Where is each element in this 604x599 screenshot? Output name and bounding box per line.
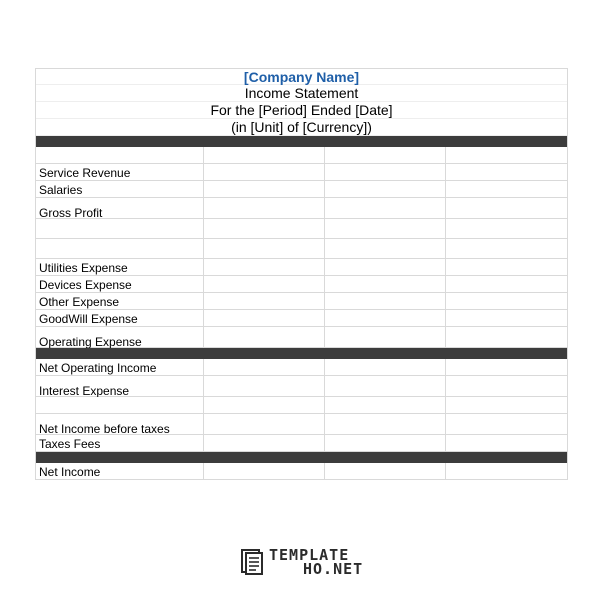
table-row (36, 435, 567, 452)
logo-text-line1: TEMPLATE (269, 546, 350, 564)
row-label: Interest Expense (36, 376, 204, 397)
table-row (36, 198, 567, 219)
divider-bar (36, 452, 567, 463)
row-label: Taxes Fees (36, 435, 204, 452)
table-row (36, 376, 567, 397)
income-statement-sheet (35, 68, 568, 480)
row-label: GoodWill Expense (36, 310, 204, 327)
templatehq-logo (241, 548, 363, 576)
table-row (36, 327, 567, 348)
table-row (36, 276, 567, 293)
table-row (36, 310, 567, 327)
table-row (36, 414, 567, 435)
row-label: Devices Expense (36, 276, 204, 293)
statement-title: Income Statement (36, 85, 567, 102)
document-icon (241, 549, 263, 575)
header-divider-bar (36, 136, 567, 147)
row-label: Other Expense (36, 293, 204, 310)
table-row (36, 397, 567, 414)
logo-text-line2: HO.NET (303, 560, 364, 578)
table-row (36, 239, 567, 259)
table-row (36, 359, 567, 376)
row-label: Net Income before taxes (36, 414, 204, 435)
row-label: Net Operating Income (36, 359, 204, 376)
row-label: Net Income (36, 463, 204, 480)
table-row (36, 463, 567, 480)
table-row (36, 293, 567, 310)
table-row (36, 259, 567, 276)
statement-period: For the [Period] Ended [Date] (36, 102, 567, 119)
company-name: [Company Name] (36, 68, 567, 85)
table-row (36, 219, 567, 239)
table-row (36, 164, 567, 181)
statement-unit: (in [Unit] of [Currency]) (36, 119, 567, 136)
table-row (36, 147, 567, 164)
row-label: Operating Expense (36, 327, 204, 348)
divider-bar (36, 348, 567, 359)
row-label: Salaries (36, 181, 204, 198)
row-label: Service Revenue (36, 164, 204, 181)
table-row (36, 181, 567, 198)
row-label: Gross Profit (36, 198, 204, 219)
row-label: Utilities Expense (36, 259, 204, 276)
